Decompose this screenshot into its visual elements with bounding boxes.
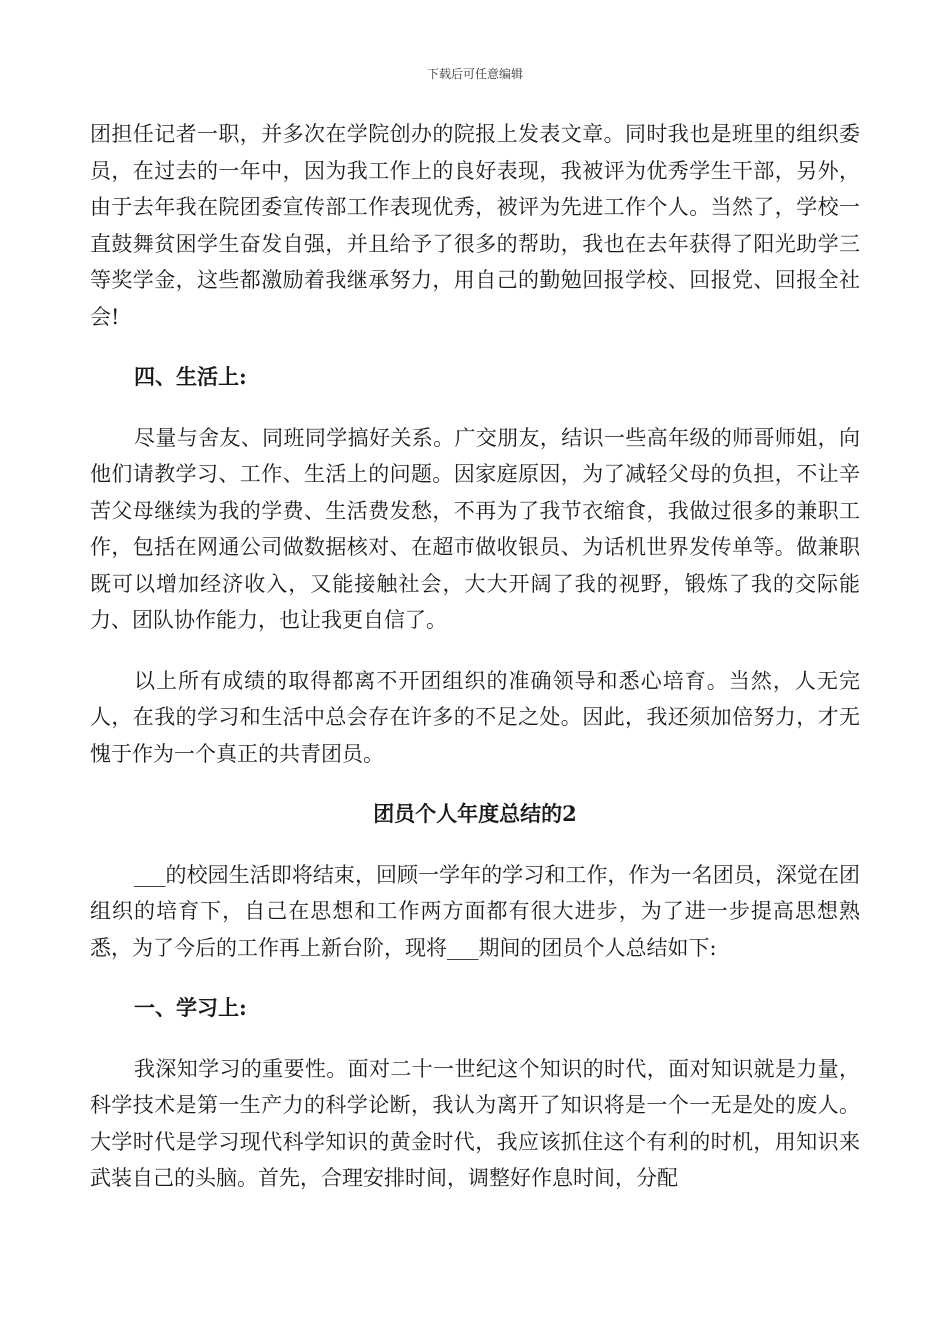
section-heading-life: 四、生活上: (134, 364, 247, 389)
document-body (90, 116, 860, 1197)
section-heading-study: 一、学习上: (134, 995, 247, 1020)
paragraph-summary: 以上所有成绩的取得都离不开团组织的准确领导和悉心培育。当然，人无完人，在我的学习和生活中总会存在许多的不足之处。因此，我还须加倍努力，才无愧于作为一个真正的共青团员。 (90, 668, 860, 766)
paragraph-intro-2: ___的校园生活即将结束，回顾一学年的学习和工作，作为一名团员，深觉在团组织的培育下，自己在思想和工作两方面都有很大进步，为了进一步提高思想熟悉，为了今后的工作再上新台阶，现将___期间的团员个人总结如下: (90, 862, 860, 960)
paragraph-life: 尽量与舍友、同班同学搞好关系。广交朋友，结识一些高年级的师哥师姐，向他们请教学习、工作、生活上的问题。因家庭原因，为了减轻父母的负担，不让辛苦父母继续为我的学费、生活费发愁，不再为了我节衣缩食，我做过很多的兼职工作，包括在网通公司做数据核对、在超市做收银员、为话机世界发传单等。做兼职既可以增加经济收入，又能接触社会，大大开阔了我的视野，锻炼了我的交际能力、团队协作能力，也让我更自信了。 (90, 425, 860, 632)
paragraph-work-achievements: 团担任记者一职，并多次在学院创办的院报上发表文章。同时我也是班里的组织委员，在过去的一年中，因为我工作上的良好表现，我被评为优秀学生干部，另外，由于去年我在院团委宣传部工作表现优秀，被评为先进工作个人。当然了，学校一直鼓舞贫困学生奋发自强，并且给予了很多的帮助，我也在去年获得了阳光助学三等奖学金，这些都激励着我继承努力，用自己的勤勉回报学校、回报党、回报全社会! (90, 122, 860, 329)
page-header: 下载后可任意编辑 (426, 67, 523, 81)
document-title-2: 团员个人年度总结的2 (373, 801, 577, 826)
paragraph-study: 我深知学习的重要性。面对二十一世纪这个知识的时代，面对知识就是力量，科学技术是第一生产力的科学论断，我认为离开了知识将是一个一无是处的废人。大学时代是学习现代科学知识的黄金时代，我应该抓住这个有利的时机，用知识来武装自己的头脑。首先，合理安排时间，调整好作息时间，分配 (90, 1056, 860, 1190)
